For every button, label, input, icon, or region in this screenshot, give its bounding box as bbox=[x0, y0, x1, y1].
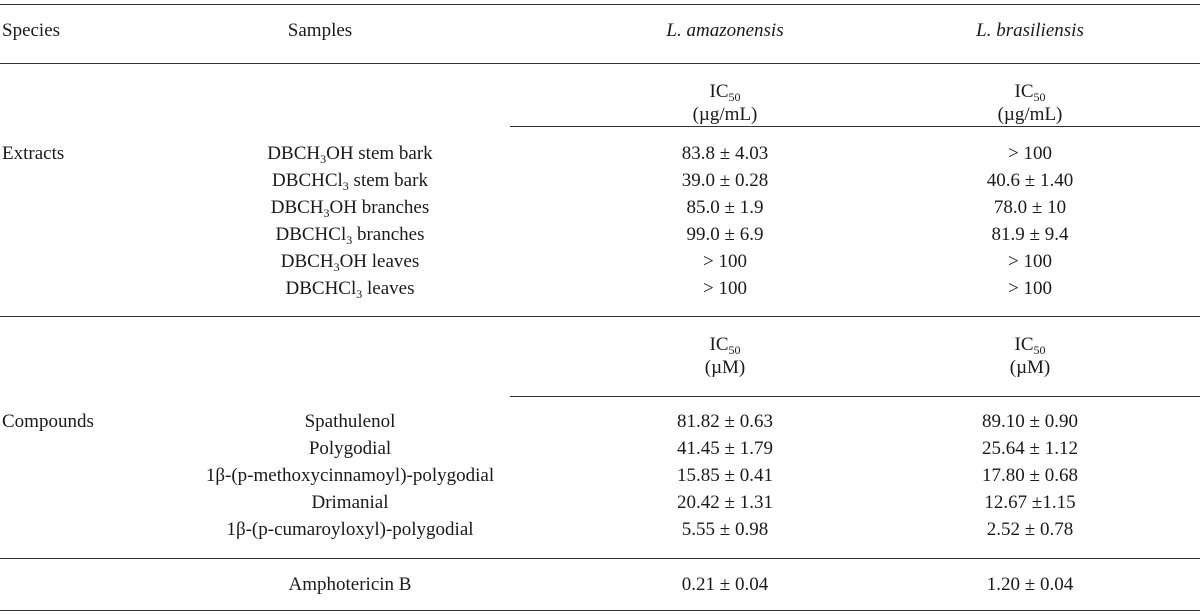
control-rule bbox=[0, 558, 1200, 559]
extracts-ic50-amazonensis: $IC_{50}$ (µg/mL) bbox=[692, 81, 758, 125]
extract-value-amazonensis: 85.0 ± 1.9 bbox=[686, 197, 764, 218]
compound-value-amazonensis: 5.55 ± 0.98 bbox=[681, 519, 769, 540]
compound-name: 1β-(p-cumaroyloxyl)-polygodial bbox=[226, 519, 474, 540]
extract-value-brasiliensis: 81.9 ± 9.4 bbox=[991, 224, 1069, 245]
control-name: Amphotericin B bbox=[288, 574, 412, 595]
compounds-unit-rule bbox=[510, 396, 1200, 397]
extracts-unit-rule bbox=[510, 126, 1200, 127]
control-value-brasiliensis: 1.20 ± 0.04 bbox=[986, 574, 1074, 595]
header-amazonensis: L. amazonensis bbox=[666, 20, 784, 41]
extract-value-brasiliensis: 40.6 ± 1.40 bbox=[986, 170, 1074, 191]
extract-value-amazonensis: > 100 bbox=[703, 278, 747, 299]
extract-sample-name: $DBCH_3OH$ leaves bbox=[280, 251, 420, 274]
bottom-rule bbox=[0, 610, 1200, 611]
compound-name: Polygodial bbox=[308, 438, 392, 459]
compound-value-brasiliensis: 89.10 ± 0.90 bbox=[982, 411, 1078, 432]
header-brasiliensis: L. brasiliensis bbox=[976, 20, 1084, 41]
extract-value-amazonensis: > 100 bbox=[703, 251, 747, 272]
compound-name: Drimanial bbox=[311, 492, 389, 513]
extract-value-brasiliensis: > 100 bbox=[1008, 251, 1052, 272]
compounds-ic50-brasiliensis: $IC_{50}$ (µM) bbox=[1009, 334, 1051, 378]
compounds-ic50-amazonensis: $IC_{50}$ (µM) bbox=[704, 334, 746, 378]
extract-value-brasiliensis: 78.0 ± 10 bbox=[993, 197, 1067, 218]
extract-sample-name: $DBCH_3OH$ stem bark bbox=[267, 143, 433, 166]
header-rule bbox=[0, 63, 1200, 64]
compound-value-brasiliensis: 25.64 ± 1.12 bbox=[982, 438, 1078, 459]
extract-value-amazonensis: 83.8 ± 4.03 bbox=[681, 143, 769, 164]
group-label-extracts: Extracts bbox=[2, 143, 65, 164]
control-value-amazonensis: 0.21 ± 0.04 bbox=[681, 574, 769, 595]
extracts-ic50-brasiliensis: $IC_{50}$ (µg/mL) bbox=[997, 81, 1063, 125]
compound-value-amazonensis: 81.82 ± 0.63 bbox=[677, 411, 773, 432]
extract-value-brasiliensis: > 100 bbox=[1008, 278, 1052, 299]
extract-sample-name: DBCHCl$_3$ branches bbox=[275, 224, 425, 247]
header-samples: Samples bbox=[287, 20, 353, 41]
compound-value-amazonensis: 41.45 ± 1.79 bbox=[677, 438, 773, 459]
extract-sample-name: DBCHCl$_3$ leaves bbox=[285, 278, 415, 301]
group-label-compounds: Compounds bbox=[2, 411, 94, 432]
compound-value-brasiliensis: 12.67 ±1.15 bbox=[984, 492, 1076, 513]
section-rule bbox=[0, 316, 1200, 317]
compound-value-amazonensis: 15.85 ± 0.41 bbox=[677, 465, 773, 486]
compound-value-brasiliensis: 17.80 ± 0.68 bbox=[982, 465, 1078, 486]
extract-sample-name: $DBCH_3OH$ branches bbox=[270, 197, 430, 220]
extract-value-amazonensis: 39.0 ± 0.28 bbox=[681, 170, 769, 191]
compound-value-amazonensis: 20.42 ± 1.31 bbox=[677, 492, 773, 513]
compound-name: 1β-(p-methoxycinnamoyl)-polygodial bbox=[205, 465, 495, 486]
extract-sample-name: DBCHCl$_3$ stem bark bbox=[272, 170, 428, 193]
extract-value-brasiliensis: > 100 bbox=[1008, 143, 1052, 164]
compound-value-brasiliensis: 2.52 ± 0.78 bbox=[986, 519, 1074, 540]
extract-value-amazonensis: 99.0 ± 6.9 bbox=[686, 224, 764, 245]
compound-name: Spathulenol bbox=[304, 411, 396, 432]
top-rule bbox=[0, 4, 1200, 5]
header-species: Species bbox=[2, 20, 61, 41]
